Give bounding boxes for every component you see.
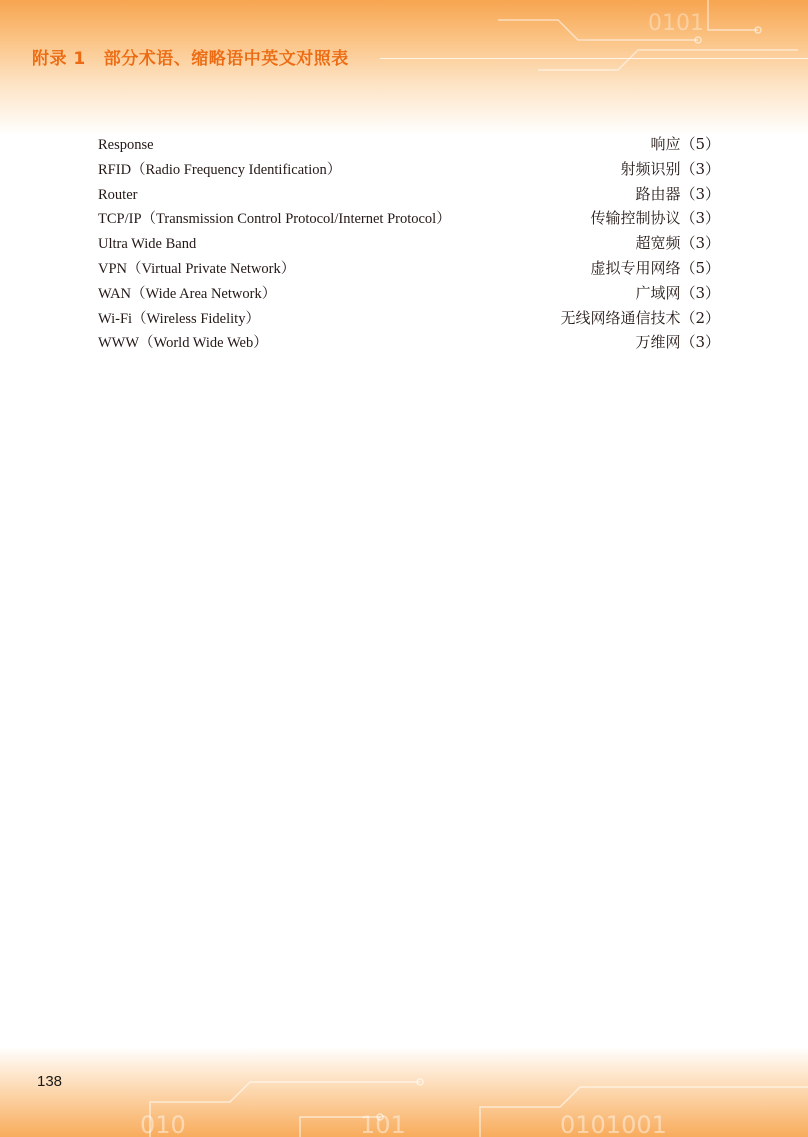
circuit-decoration <box>498 0 798 100</box>
term-chinese: 虚拟专用网络（5） <box>590 258 720 277</box>
svg-text:0101001: 0101001 <box>560 1111 667 1137</box>
svg-text:010: 010 <box>140 1111 186 1137</box>
term-english: VPN（Virtual Private Network） <box>98 260 296 277</box>
term-english: RFID（Radio Frequency Identification） <box>98 161 342 178</box>
term-english: Response <box>98 137 154 153</box>
term-chinese: 响应（5） <box>650 135 720 153</box>
glossary-row <box>98 232 720 257</box>
term-chinese: 射频识别（3） <box>620 159 720 178</box>
glossary-row <box>98 183 720 208</box>
page-number: 138 <box>37 1073 63 1090</box>
glossary-row <box>98 133 720 158</box>
footer-circuit-decoration <box>0 1047 808 1137</box>
term-chinese: 路由器（3） <box>635 184 720 203</box>
page-heading <box>32 44 349 69</box>
appendix-title: 部分术语、缩略语中英文对照表 <box>103 49 349 69</box>
term-chinese: 超宽频（3） <box>635 234 720 253</box>
term-english: Ultra Wide Band <box>98 236 197 253</box>
footer-band <box>0 1047 808 1137</box>
term-english: WWW（World Wide Web） <box>98 335 268 352</box>
glossary-row <box>98 257 720 282</box>
svg-text:0101: 0101 <box>648 11 704 36</box>
svg-text:101: 101 <box>360 1111 406 1137</box>
term-english: Wi-Fi（Wireless Fidelity） <box>98 310 260 327</box>
glossary-row <box>98 331 720 356</box>
term-english: WAN（Wide Area Network） <box>98 285 277 302</box>
term-chinese: 无线网络通信技术（2） <box>560 308 720 327</box>
term-chinese: 广域网（3） <box>635 283 720 302</box>
glossary-row <box>98 307 720 332</box>
term-english: TCP/IP（Transmission Control Protocol/Internet Protocol） <box>98 211 451 228</box>
term-english: Router <box>98 186 138 203</box>
term-chinese: 万维网（3） <box>635 333 720 352</box>
glossary-list <box>98 133 720 356</box>
glossary-row <box>98 207 720 232</box>
glossary-row <box>98 282 720 307</box>
term-chinese: 传输控制协议（3） <box>590 209 720 228</box>
appendix-label: 附录 1 <box>32 49 86 69</box>
glossary-row <box>98 158 720 183</box>
